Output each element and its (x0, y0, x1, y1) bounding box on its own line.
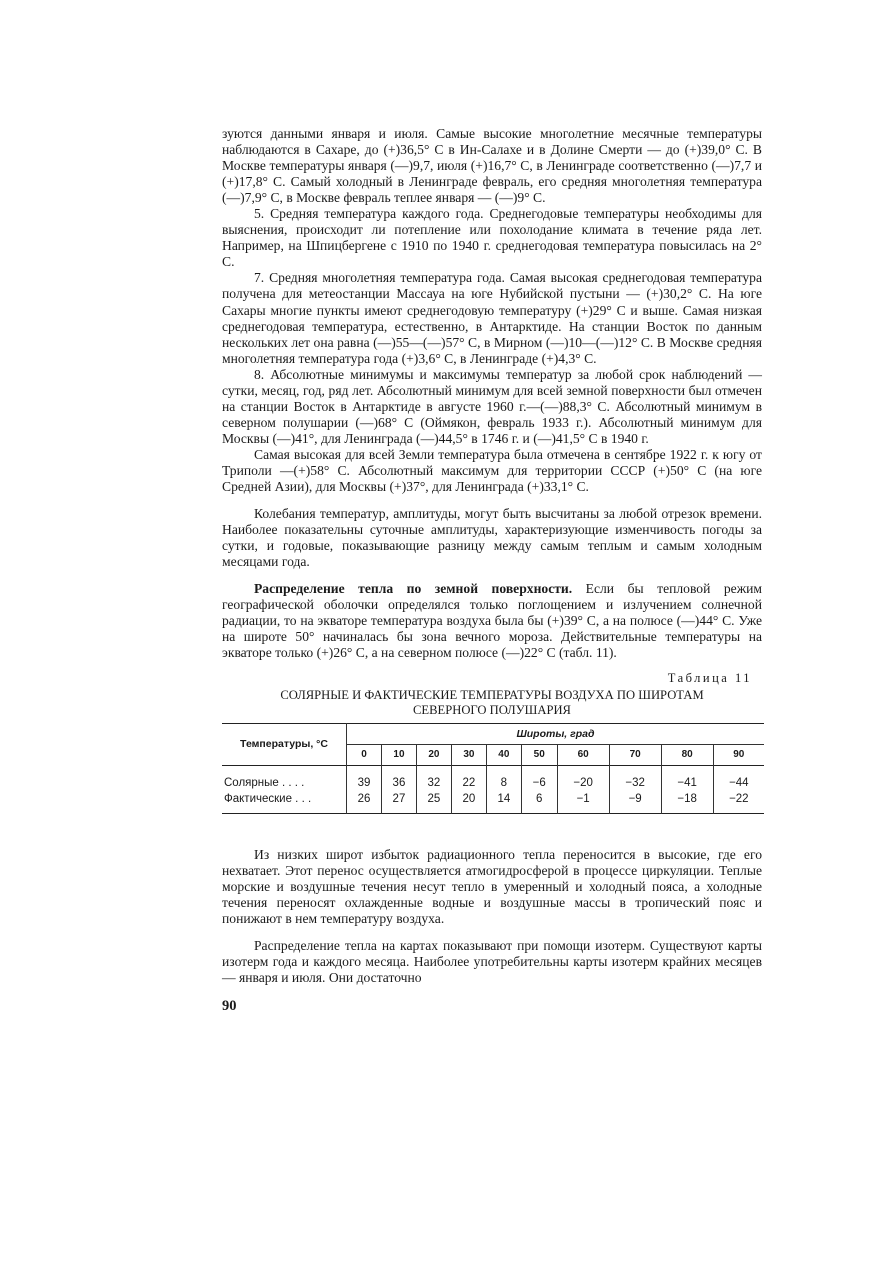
book-page (222, 126, 762, 1014)
table-cell: 39 (347, 775, 382, 791)
table-title (222, 688, 762, 718)
table-number: Таблица 11 (667, 670, 752, 685)
latitude-header: 90 (713, 744, 764, 765)
table-cell: −41 (661, 775, 713, 791)
header-latitudes (347, 723, 765, 744)
table-cell: −32 (609, 775, 661, 791)
header-temperatures: Температуры, °С (240, 738, 328, 751)
table-cell: −22 (713, 791, 764, 814)
paragraph-max-temperature: Самая высокая для всей Земли температура была отмечена в сентябре 1922 г. к югу от Триполи —(+)58° С. Абсолютный максимум для территории СССР (+)50° С (на юге Средней Азии), для Москвы (+)37°, для Ленинграда (+)33,1° С. (222, 446, 762, 495)
table-cell: 8 (486, 775, 521, 791)
row-label: Солярные . . . . (224, 776, 305, 789)
table-cell: 26 (347, 791, 382, 814)
table-cell: 14 (486, 791, 521, 814)
table-cell: −44 (713, 775, 764, 791)
latitude-header: 0 (347, 744, 382, 765)
table-title-line-1: СОЛЯРНЫЕ И ФАКТИЧЕСКИЕ ТЕМПЕРАТУРЫ ВОЗДУХА ПО ШИРОТАМ (280, 687, 704, 702)
latitude-header: 10 (381, 744, 416, 765)
paragraph-item-7: 7. Средняя многолетняя температура года. Самая высокая среднегодовая температура получена для метеостанции Массауа на юге Нубийской пустыни — (+)30,2° С. На юге Сахары многие пункты имеют среднегодовую температуру (+)29° С и выше. Самая низкая среднегодовая температура, естественно, в Антарктиде. На станции Восток по данным нескольких лет она равна (—)55—(—)57° С, в Мирном (—)10—(—)12° С. В Москве средняя многолетняя температура года (+)3,6° С, в Ленинграде (+)4,3° С. (222, 270, 762, 366)
table-cell: −18 (661, 791, 713, 814)
table-cell: 36 (381, 775, 416, 791)
latitude-header: 80 (661, 744, 713, 765)
table-title-line-2: СЕВЕРНОГО ПОЛУШАРИЯ (413, 702, 571, 717)
table-cell: −6 (521, 775, 557, 791)
paragraph-item-8: 8. Абсолютные минимумы и максимумы температур за любой срок наблюдений — сутки, месяц, год, ряд лет. Абсолютный минимум для всей земной поверхности был отмечен на станции Восток в Антарктиде в августе 1960 г.—(—)88,3° С. Абсолютный минимум в северном полушарии (—)68° С (Оймякон, февраль 1933 г.). Абсолютный минимум для Москвы (—)41°, для Ленинграда (—)44,5° в 1746 г. и (—)41,5° С в 1940 г. (222, 366, 762, 446)
latitude-header: 50 (521, 744, 557, 765)
latitude-header: 20 (416, 744, 451, 765)
latitude-header: 40 (486, 744, 521, 765)
latitude-header: 30 (451, 744, 486, 765)
table-cell: −1 (557, 791, 609, 814)
table-cell: 6 (521, 791, 557, 814)
table-cell: −9 (609, 791, 661, 814)
table-row-actual (222, 791, 764, 814)
paragraph-heat-distribution (222, 581, 762, 661)
latitude-header: 70 (609, 744, 661, 765)
table-cell: 25 (416, 791, 451, 814)
heat-distribution-text: Если бы тепловой режим географической оболочки определялся только поглощением и излучением солнечной радиации, то на экваторе температура воздуха была бы (+)39° С, а на полюсе (—)44° С. Уже на широте 50° начиналась бы зона вечного мороза. Действительные температуры на экваторе только (+)26° С, а на северном полюсе (—)22° С (табл. 11). (222, 581, 762, 661)
temperature-table (222, 723, 764, 814)
table-cell: 20 (451, 791, 486, 814)
paragraph-january-july: зуются данными января и июля. Самые высокие многолетние месячные температуры наблюдаются в Сахаре, до (+)36,5° С в Ин-Салахе и в Долине Смерти — до (+)39,0° С. В Москве температуры января (—)9,7, июля (+)16,7° С, в Ленинграде соответственно (—)7,7 и (+)17,8° С. Самый холодный в Ленинграде февраль, его средняя многолетняя температура (—)7,9° С, в Москве февраль теплее января — (—)9° С. (222, 126, 762, 206)
row-label: Фактические . . . (224, 792, 312, 805)
page-number: 90 (222, 998, 237, 1015)
paragraph-amplitudes: Колебания температур, амплитуды, могут быть высчитаны за любой отрезок времени. Наиболее показательны суточные амплитуды, характеризующие изменчивость погоды за сутки, и годовые, показывающие разницу между самым теплым и самым холодным месяцами года. (222, 506, 762, 570)
paragraph-isotherms: Распределение тепла на картах показывают при помощи изотерм. Существуют карты изотерм года и каждого месяца. Наиболее употребительны карты изотерм крайних месяцев — января и июля. Они достаточно (222, 937, 762, 985)
heat-distribution-heading: Распределение тепла по земной поверхности. (254, 581, 573, 597)
paragraph-heat-transfer: Из низких широт избыток радиационного тепла переносится в высокие, где его нехватает. Этот перенос осуществляется атмогидросферой в процессе циркуляции. Теплые морские и воздушные течения несут тепло в умеренный и холодный пояса, а холодные течения переносят охлажденные водные и воздушные массы в тропический пояс и понижают в нем температуру воздуха. (222, 846, 762, 926)
latitude-header: 60 (557, 744, 609, 765)
header-latitudes-label: Широты, град (516, 727, 595, 740)
table-cell: 27 (381, 791, 416, 814)
table-cell: 32 (416, 775, 451, 791)
table-row-solar (222, 775, 764, 791)
table-cell: −20 (557, 775, 609, 791)
paragraph-item-5: 5. Средняя температура каждого года. Среднегодовые температуры необходимы для выяснения, происходит ли потепление или похолодание климата в течение ряда лет. Например, на Шпицбергене с 1910 по 1940 г. среднегодовая температура повысилась на 2° С. (222, 206, 762, 270)
table-cell: 22 (451, 775, 486, 791)
